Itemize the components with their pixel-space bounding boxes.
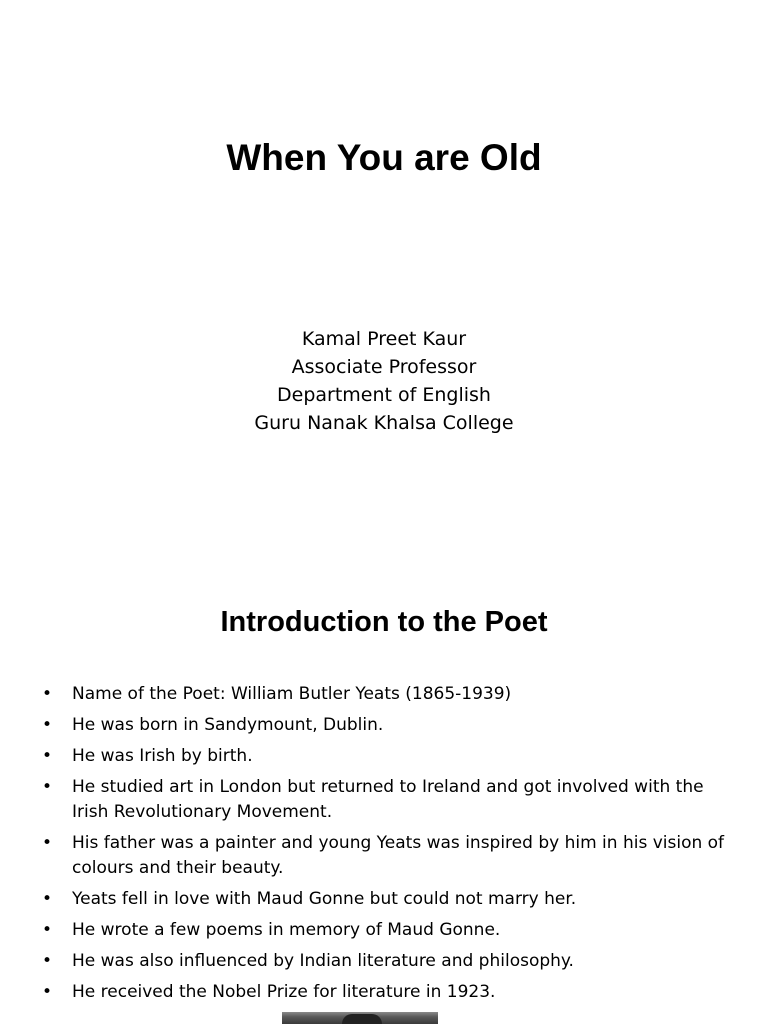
- author-position: Associate Professor: [291, 356, 477, 378]
- list-item-text: He wrote a few poems in memory of Maud Gonne.: [72, 920, 501, 940]
- bullet-icon: •: [42, 777, 53, 797]
- list-item-text: He received the Nobel Prize for literature in 1923.: [72, 982, 496, 1002]
- list-item: [0, 713, 768, 738]
- poet-photo: [282, 1012, 438, 1024]
- list-item-text: Yeats fell in love with Maud Gonne but could not marry her.: [72, 889, 577, 909]
- author-info: [0, 325, 768, 437]
- list-item-text: He studied art in London but returned to Ireland and got involved with the Irish Revolutionary Movement.: [72, 777, 704, 822]
- bullet-icon: •: [42, 951, 53, 971]
- poet-photo-head-shape: [342, 1014, 382, 1024]
- list-item: [0, 775, 768, 825]
- bullet-list: [0, 682, 768, 1011]
- bullet-icon: •: [42, 684, 53, 704]
- author-department: Department of English: [277, 384, 491, 406]
- list-item: [0, 887, 768, 912]
- bullet-icon: •: [42, 746, 53, 766]
- list-item: [0, 744, 768, 769]
- bullet-icon: •: [42, 920, 53, 940]
- list-item: [0, 831, 768, 881]
- bullet-icon: •: [42, 833, 53, 853]
- list-item-text: He was also influenced by Indian literature and philosophy.: [72, 951, 574, 971]
- section-title: Introduction to the Poet: [220, 606, 548, 638]
- bullet-icon: •: [42, 982, 53, 1002]
- bullet-icon: •: [42, 715, 53, 735]
- author-name: Kamal Preet Kaur: [301, 328, 467, 350]
- bullet-icon: •: [42, 889, 53, 909]
- author-college: Guru Nanak Khalsa College: [254, 412, 514, 434]
- list-item: [0, 682, 768, 707]
- list-item-text: Name of the Poet: William Butler Yeats (1865-1939): [72, 684, 512, 704]
- list-item-text: He was born in Sandymount, Dublin.: [72, 715, 384, 735]
- list-item: [0, 918, 768, 943]
- list-item-text: He was Irish by birth.: [72, 746, 253, 766]
- list-item-text: His father was a painter and young Yeats was inspired by him in his vision of colours and their beauty.: [72, 833, 725, 878]
- list-item: [0, 949, 768, 974]
- list-item: [0, 980, 768, 1005]
- poem-title: When You are Old: [226, 137, 542, 178]
